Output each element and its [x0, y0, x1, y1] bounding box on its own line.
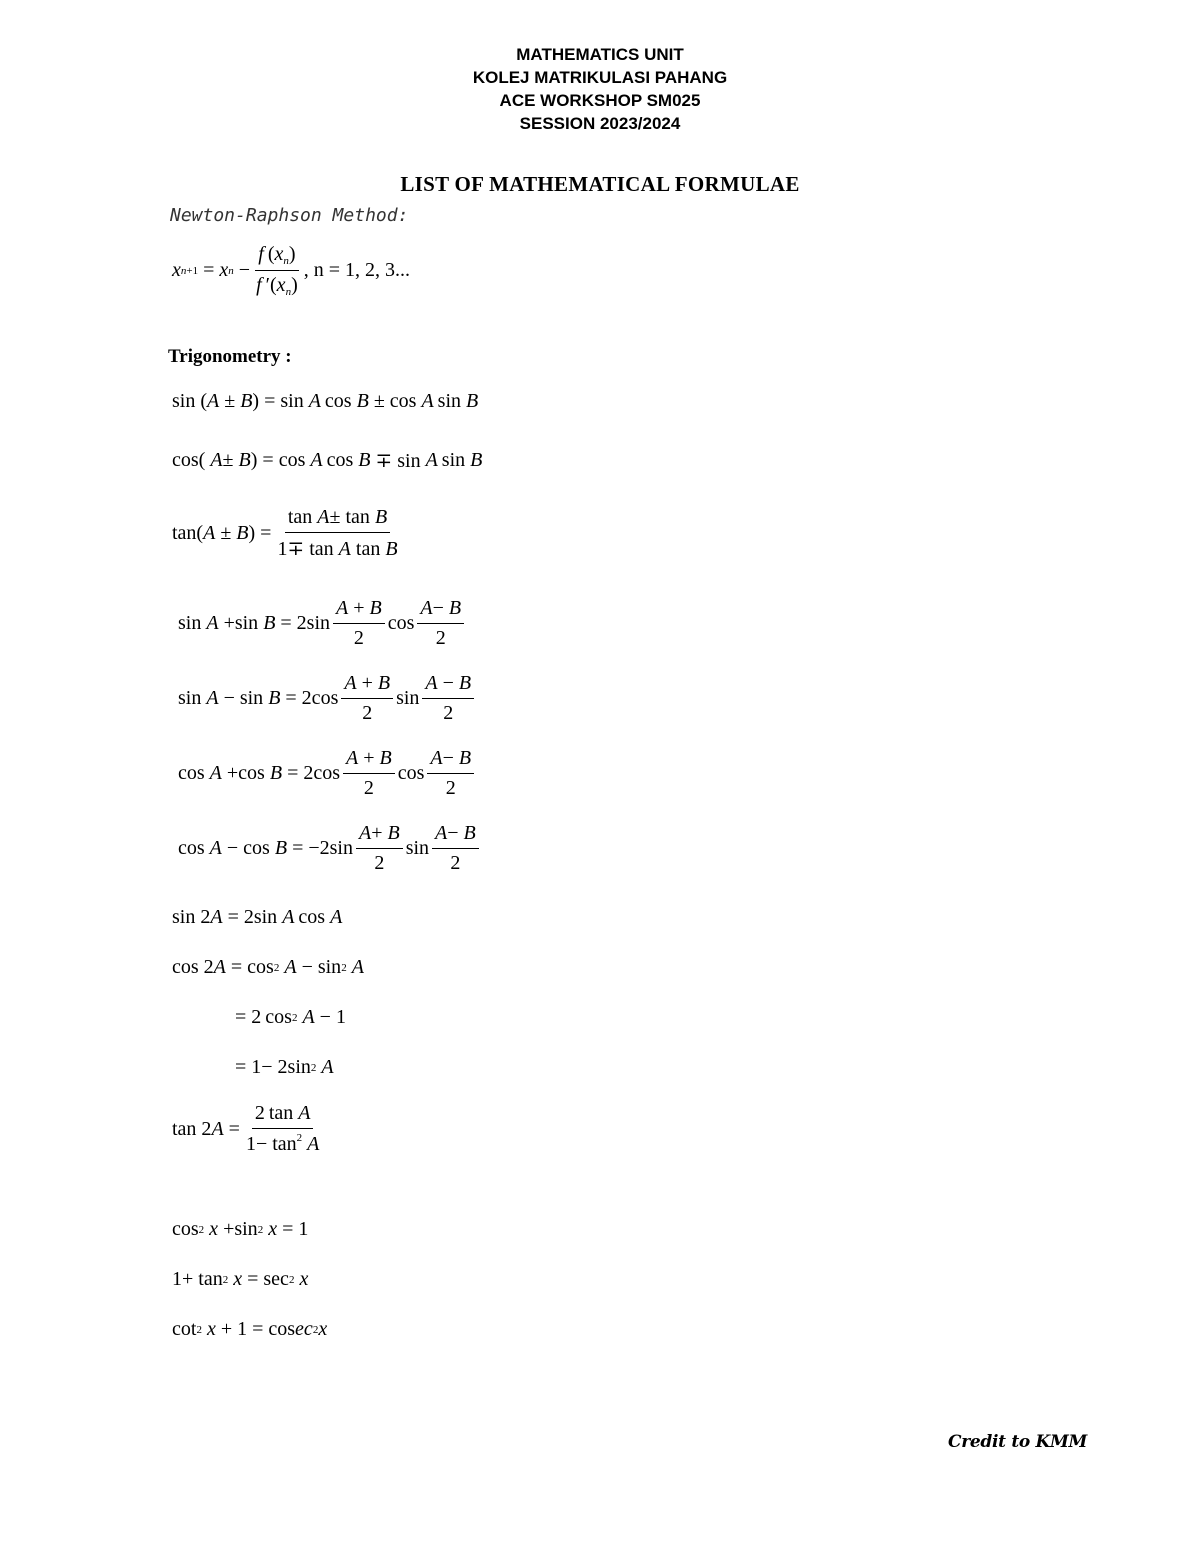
formula-sin-sum: sin ( A ± B ) = sin A cos B ± cos A sin B	[172, 390, 479, 412]
formula-cos-sum: cos( A ± B ) = cos A cos B ∓ sin A sin B	[172, 449, 483, 472]
formula-sin-double-angle: sin 2 A = 2sin A cos A	[172, 906, 343, 928]
page-title: LIST OF MATHEMATICAL FORMULAE	[400, 172, 800, 196]
formula-tan-double-angle: tan 2 A = $\frac{\text{2 tan A}}{1- \tan^2 A}$	[172, 1102, 320, 1155]
formula-sin-sum-to-product: sin A +sin B = 2sin $\frac{A + B}{2}$ cos $\frac{A- B}{2}$	[178, 597, 467, 650]
newton-raphson-formula: x n+1 = x n − $\frac{f (x_n)}{f '(x_n)}$ , n = 1, 2, 3...	[172, 243, 411, 298]
formula-cos-double-angle-alt1: = 2 cos 2 A − 1	[235, 1006, 346, 1028]
formula-tan-sum: tan( A ± B ) = $\frac{\text{tan A± tan B}}{\text{1∓ tan A tan B}}$	[172, 506, 398, 560]
header-line-unit: MATHEMATICS UNIT	[516, 45, 684, 64]
formula-cos-sum-to-product: cos A +cos B = 2cos $\frac{A + B}{2}$ cos $\frac{A- B}{2}$	[178, 747, 477, 800]
formula-cos-double-angle: cos 2 A = cos 2 A − sin 2 A	[172, 956, 364, 978]
trigonometry-label: Trigonometry :	[168, 346, 292, 367]
header-line-session: SESSION 2023/2024	[519, 114, 681, 133]
header-line-workshop: ACE WORKSHOP SM025	[499, 91, 701, 110]
header-line-college: KOLEJ MATRIKULASI PAHANG	[472, 68, 728, 87]
newton-raphson-sequence: , n = 1, 2, 3...	[303, 259, 411, 281]
formula-pythagorean-identity: cos 2 x +sin 2 x = 1	[172, 1218, 309, 1240]
credit-note: Credit to KMM	[948, 1432, 1088, 1452]
formula-cos-difference-to-product: cos A − cos B = −2sin $\frac{A+ B}{2}$ sin $\frac{A- B}{2}$	[178, 822, 482, 875]
formula-cot-cosec-identity: cot 2 x + 1 = cos ec 2 x	[172, 1318, 328, 1340]
newton-raphson-label: Newton-Raphson Method:	[170, 205, 409, 226]
formula-sin-difference-to-product: sin A − sin B = 2cos $\frac{A + B}{2}$ sin $\frac{A - B}{2}$	[178, 672, 477, 725]
formula-cos-double-angle-alt2: = 1− 2sin 2 A	[235, 1056, 334, 1078]
formula-tan-sec-identity: 1+ tan 2 x = sec 2 x	[172, 1268, 309, 1290]
